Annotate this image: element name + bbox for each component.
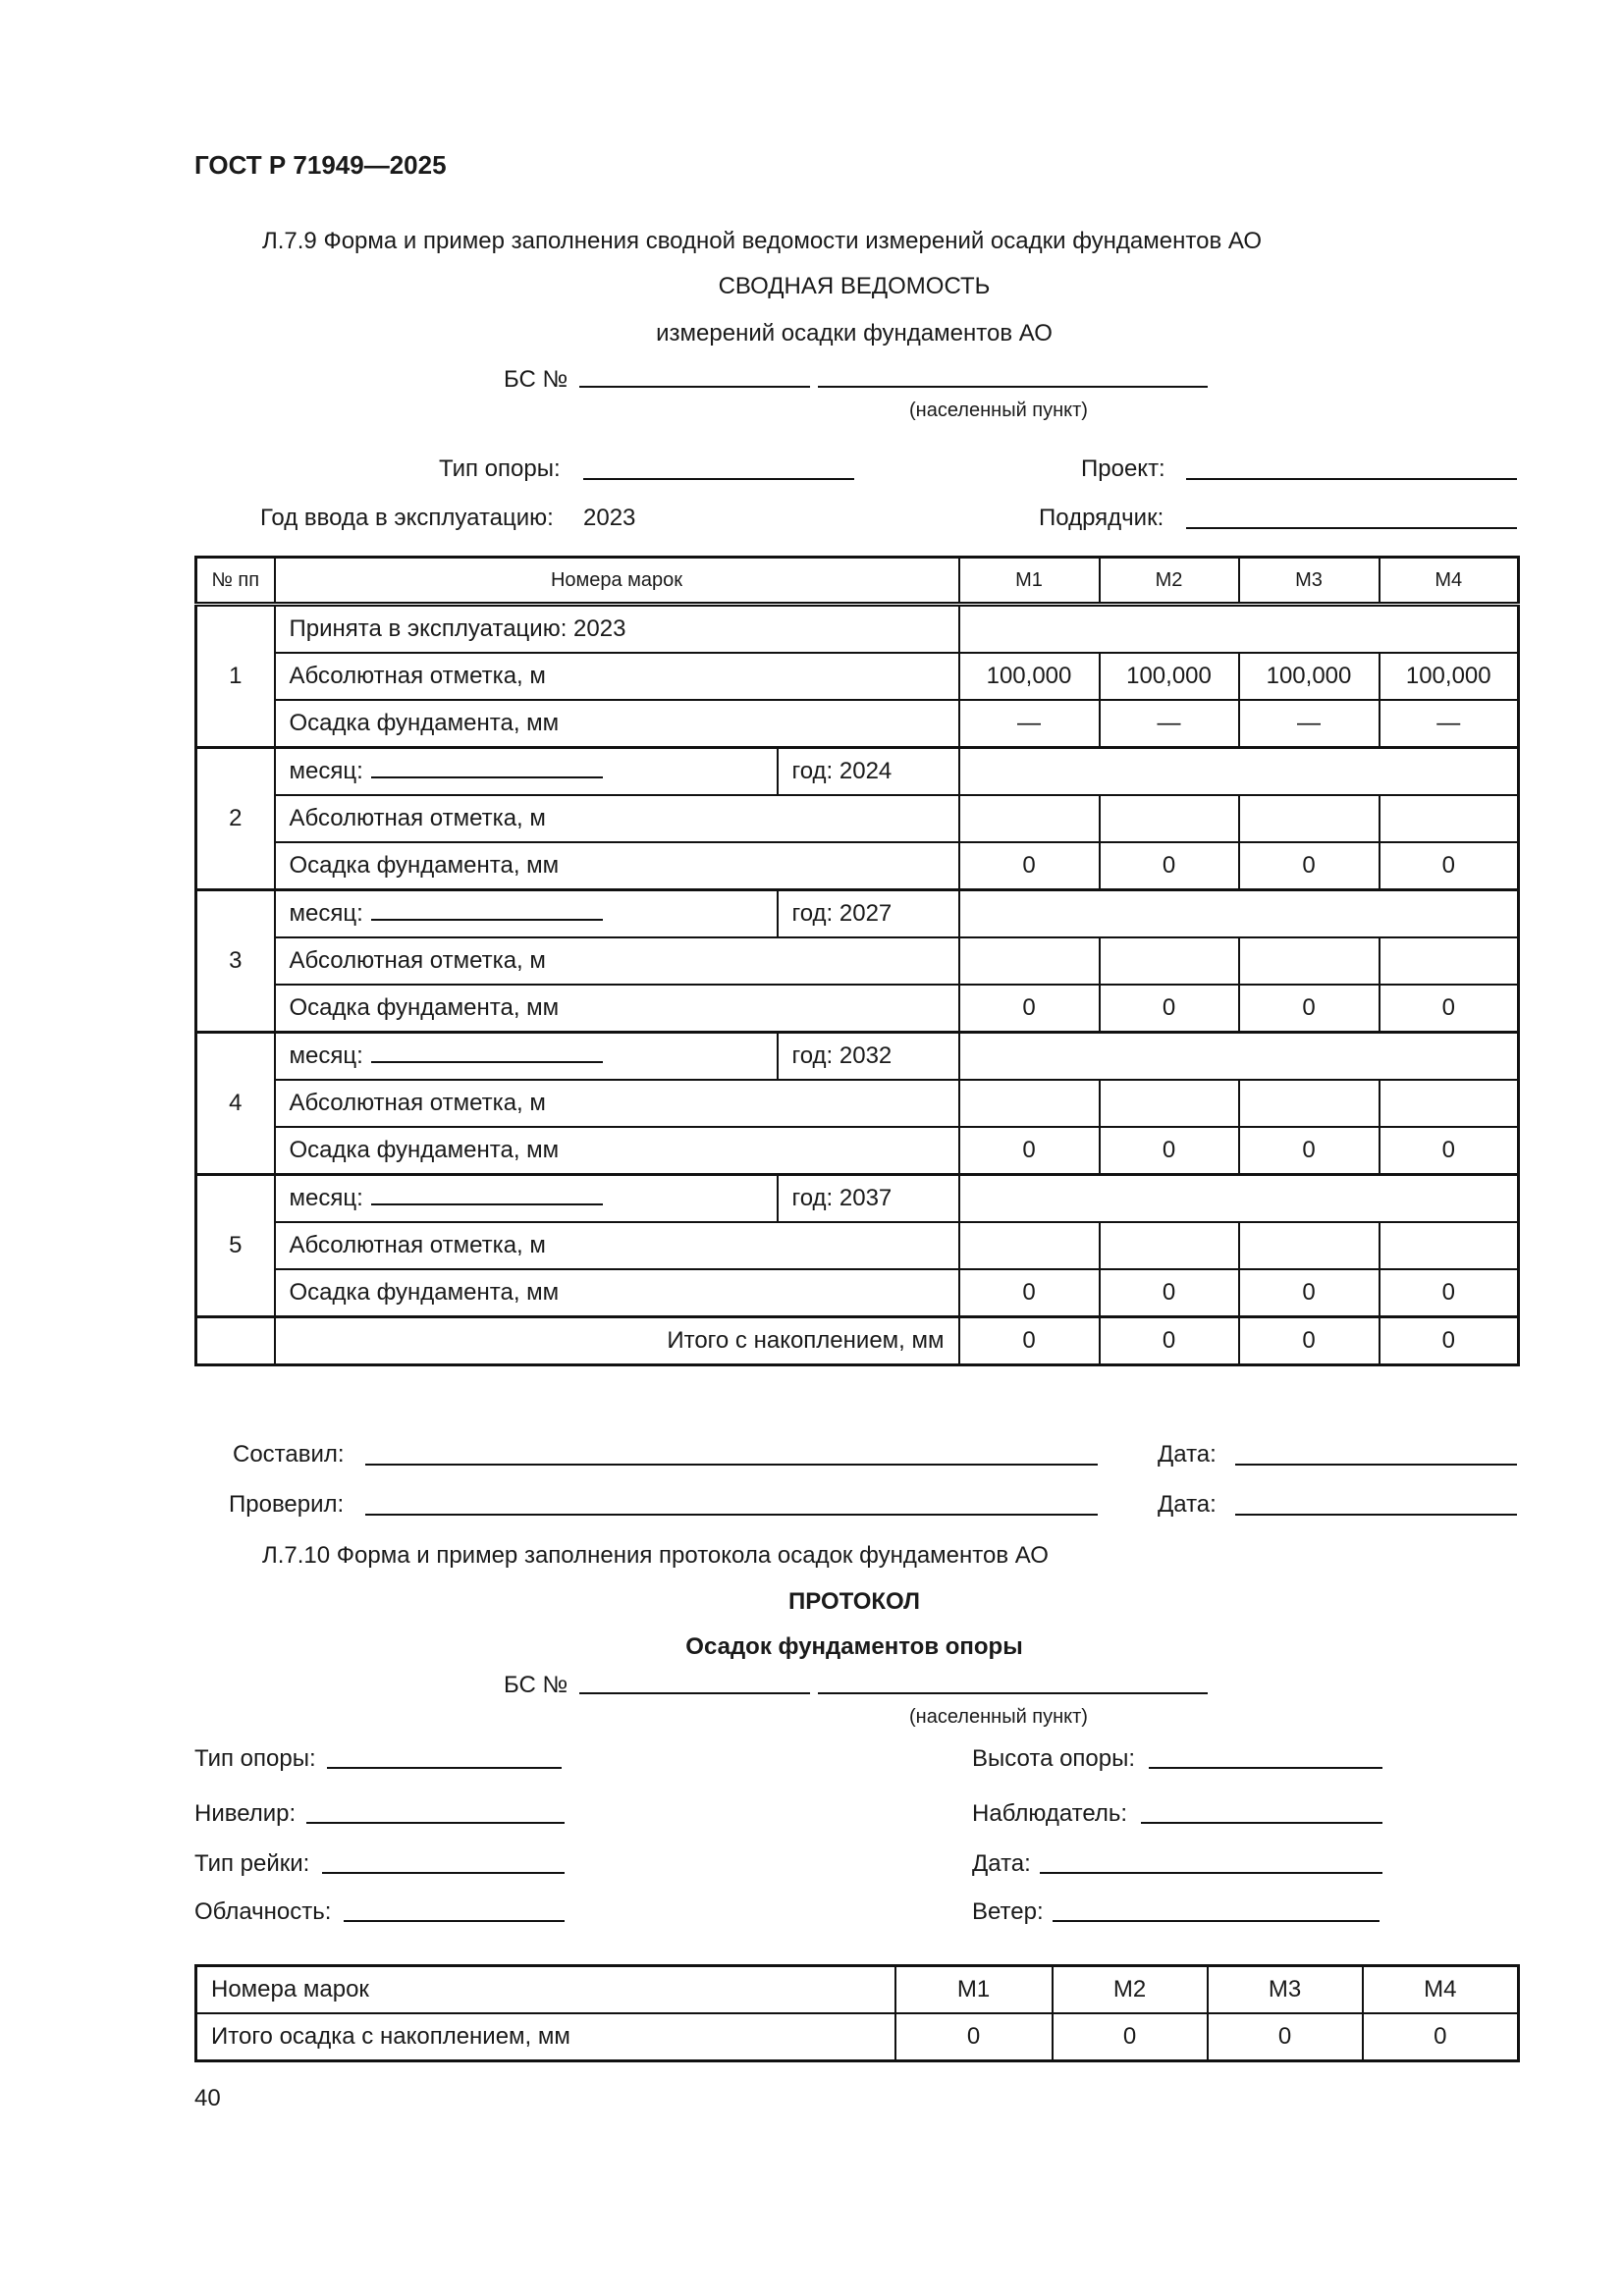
settle-value[interactable]: 0	[1239, 985, 1380, 1033]
col-num-header: № пп	[196, 558, 275, 605]
row-num: 5	[196, 1175, 275, 1317]
month-line[interactable]	[371, 1043, 603, 1063]
rod-line[interactable]	[322, 1872, 565, 1874]
row-num: 3	[196, 890, 275, 1033]
settle-value[interactable]: 0	[1100, 985, 1239, 1033]
col-m1-header: М1	[959, 558, 1100, 605]
locality-hint: (населенный пункт)	[909, 400, 1088, 421]
table-row	[196, 985, 1519, 1033]
table-row	[196, 842, 1519, 890]
year-label: Год ввода в эксплуатацию:	[260, 505, 554, 531]
project-label: Проект:	[1081, 455, 1165, 482]
bs-number-line[interactable]	[579, 386, 810, 388]
abs-value[interactable]	[959, 937, 1100, 985]
col-marks-header: Номера марок	[275, 558, 959, 605]
abs-value[interactable]: 100,000	[959, 653, 1100, 700]
table-row	[196, 653, 1519, 700]
section1-caption: Л.7.9 Форма и пример заполнения сводной ведомости измерений осадки фундаментов АО	[262, 228, 1263, 254]
row-num: 1	[196, 605, 275, 748]
section2-caption: Л.7.10 Форма и пример заполнения протокола осадок фундаментов АО	[262, 1542, 1049, 1569]
settle-value[interactable]: 0	[1380, 1269, 1519, 1317]
table-row	[196, 605, 1519, 654]
empty-cell	[959, 1175, 1519, 1223]
col-m1-header: М1	[895, 1966, 1053, 2014]
row-num: 2	[196, 748, 275, 890]
project-line[interactable]	[1186, 478, 1517, 480]
table-row	[196, 890, 1519, 938]
settle-label: Осадка фундамента, мм	[275, 985, 959, 1033]
abs-value[interactable]	[959, 1080, 1100, 1127]
accepted-cell: Принята в эксплуатацию: 2023	[275, 605, 959, 654]
section2-subtitle: Осадок фундаментов опоры	[685, 1633, 1023, 1660]
settle-value[interactable]: 0	[1239, 1127, 1380, 1175]
date-line[interactable]	[1235, 1514, 1517, 1516]
abs-value[interactable]: 100,000	[1380, 653, 1519, 700]
wind-line[interactable]	[1053, 1920, 1380, 1922]
settle-value[interactable]: 0	[1380, 985, 1519, 1033]
settle-label: Осадка фундамента, мм	[275, 700, 959, 748]
table-row	[196, 1127, 1519, 1175]
support-type-line[interactable]	[583, 478, 854, 480]
bs-number-line[interactable]	[579, 1692, 810, 1694]
month-line[interactable]	[371, 1186, 603, 1205]
empty-cell	[959, 890, 1519, 938]
total-value: 0	[1363, 2013, 1519, 2061]
table-header-row	[196, 1966, 1519, 2014]
abs-value[interactable]	[959, 1222, 1100, 1269]
total-value: 0	[1053, 2013, 1208, 2061]
abs-value[interactable]	[1380, 1080, 1519, 1127]
cloud-line[interactable]	[344, 1920, 565, 1922]
settle-value[interactable]: 0	[1380, 1127, 1519, 1175]
settle-value[interactable]: —	[1239, 700, 1380, 748]
empty-cell	[959, 605, 1519, 654]
section1-subtitle: измерений осадки фундаментов АО	[656, 320, 1053, 347]
abs-value[interactable]	[959, 795, 1100, 842]
col-m4-header: М4	[1363, 1966, 1519, 2014]
total-row	[196, 1317, 1519, 1365]
month-label: месяц:	[289, 758, 363, 784]
date-label: Дата:	[972, 1850, 1031, 1877]
abs-label: Абсолютная отметка, м	[275, 653, 959, 700]
section1-title: СВОДНАЯ ВЕДОМОСТЬ	[718, 273, 991, 299]
settle-value[interactable]: 0	[959, 1127, 1100, 1175]
support-type-line[interactable]	[327, 1767, 562, 1769]
cloud-label: Облачность:	[194, 1898, 332, 1925]
empty-cell	[959, 748, 1519, 796]
settle-value[interactable]: 0	[1239, 1269, 1380, 1317]
abs-value[interactable]	[1380, 1222, 1519, 1269]
col-m2-header: М2	[1100, 558, 1239, 605]
locality-line[interactable]	[818, 386, 1208, 388]
year-cell: год: 2024	[778, 748, 959, 796]
abs-value[interactable]	[1239, 795, 1380, 842]
contractor-label: Подрядчик:	[1039, 505, 1164, 531]
total-value: 0	[1100, 1317, 1239, 1365]
compiled-label: Составил:	[233, 1441, 345, 1468]
settle-value[interactable]: —	[1100, 700, 1239, 748]
month-cell[interactable]	[275, 890, 778, 938]
bs-label: БС №	[504, 366, 568, 393]
month-label: месяц:	[289, 1185, 363, 1211]
total-label: Итого осадка с накоплением, мм	[196, 2013, 895, 2061]
height-line[interactable]	[1149, 1767, 1382, 1769]
locality-hint: (населенный пункт)	[909, 1706, 1088, 1728]
abs-value[interactable]	[1100, 795, 1239, 842]
month-cell[interactable]	[275, 1175, 778, 1223]
abs-value[interactable]	[1100, 937, 1239, 985]
year-cell: год: 2032	[778, 1033, 959, 1081]
month-cell[interactable]	[275, 748, 778, 796]
abs-value[interactable]	[1239, 1080, 1380, 1127]
total-value: 0	[1380, 1317, 1519, 1365]
level-line[interactable]	[306, 1822, 565, 1824]
abs-value[interactable]: 100,000	[1239, 653, 1380, 700]
support-type-label: Тип опоры:	[439, 455, 561, 482]
settle-label: Осадка фундамента, мм	[275, 842, 959, 890]
wind-label: Ветер:	[972, 1898, 1044, 1925]
summary-table	[194, 556, 1520, 1366]
total-value: 0	[1208, 2013, 1363, 2061]
table-row	[196, 1269, 1519, 1317]
month-line[interactable]	[371, 759, 603, 778]
height-label: Высота опоры:	[972, 1745, 1136, 1772]
observer-label: Наблюдатель:	[972, 1800, 1128, 1827]
table-row	[196, 937, 1519, 985]
settle-value[interactable]: —	[1380, 700, 1519, 748]
abs-label: Абсолютная отметка, м	[275, 1080, 959, 1127]
year-cell: год: 2027	[778, 890, 959, 938]
date-line[interactable]	[1235, 1464, 1517, 1466]
total-value: 0	[1239, 1317, 1380, 1365]
section2-title: ПРОТОКОЛ	[788, 1588, 920, 1615]
table-row	[196, 795, 1519, 842]
total-row	[196, 2013, 1519, 2061]
settle-value[interactable]: 0	[1100, 1269, 1239, 1317]
standard-number: ГОСТ Р 71949—2025	[194, 150, 447, 180]
date-label: Дата:	[1158, 1441, 1217, 1468]
col-m3-header: М3	[1239, 558, 1380, 605]
abs-value[interactable]	[1100, 1080, 1239, 1127]
checked-line[interactable]	[365, 1514, 1098, 1516]
checked-label: Проверил:	[229, 1491, 345, 1518]
support-type-label: Тип опоры:	[194, 1745, 316, 1772]
settle-value[interactable]: 0	[959, 842, 1100, 890]
settle-value[interactable]: 0	[959, 1269, 1100, 1317]
settle-value[interactable]: 0	[1380, 842, 1519, 890]
settle-value[interactable]: 0	[1100, 842, 1239, 890]
settle-label: Осадка фундамента, мм	[275, 1269, 959, 1317]
table-row	[196, 1033, 1519, 1081]
settle-label: Осадка фундамента, мм	[275, 1127, 959, 1175]
empty-cell	[959, 1033, 1519, 1081]
empty-cell	[196, 1317, 275, 1365]
row-num: 4	[196, 1033, 275, 1175]
col-m2-header: М2	[1053, 1966, 1208, 2014]
col-m4-header: М4	[1380, 558, 1519, 605]
abs-value[interactable]: 100,000	[1100, 653, 1239, 700]
table-row	[196, 1175, 1519, 1223]
settle-value[interactable]: 0	[959, 985, 1100, 1033]
settle-value[interactable]: 0	[1100, 1127, 1239, 1175]
table-header-row	[196, 558, 1519, 605]
abs-value[interactable]	[1100, 1222, 1239, 1269]
observer-line[interactable]	[1141, 1822, 1382, 1824]
date-label: Дата:	[1158, 1491, 1217, 1518]
locality-line[interactable]	[818, 1692, 1208, 1694]
rod-label: Тип рейки:	[194, 1850, 310, 1877]
year-value: 2023	[583, 505, 636, 531]
page-number: 40	[194, 2085, 221, 2111]
protocol-table	[194, 1964, 1520, 2062]
total-label: Итого с накоплением, мм	[275, 1317, 959, 1365]
abs-label: Абсолютная отметка, м	[275, 795, 959, 842]
month-label: месяц:	[289, 900, 363, 927]
abs-label: Абсолютная отметка, м	[275, 937, 959, 985]
date-line[interactable]	[1040, 1872, 1382, 1874]
settle-value[interactable]: 0	[1239, 842, 1380, 890]
col-m3-header: М3	[1208, 1966, 1363, 2014]
bs-label: БС №	[504, 1672, 568, 1698]
table-row	[196, 1222, 1519, 1269]
total-value: 0	[895, 2013, 1053, 2061]
year-cell: год: 2037	[778, 1175, 959, 1223]
abs-label: Абсолютная отметка, м	[275, 1222, 959, 1269]
table-row	[196, 700, 1519, 748]
month-label: месяц:	[289, 1042, 363, 1069]
table-row	[196, 1080, 1519, 1127]
compiled-line[interactable]	[365, 1464, 1098, 1466]
abs-value[interactable]	[1380, 937, 1519, 985]
level-label: Нивелир:	[194, 1800, 297, 1827]
abs-value[interactable]	[1380, 795, 1519, 842]
marks-label: Номера марок	[196, 1966, 895, 2014]
abs-value[interactable]	[1239, 1222, 1380, 1269]
contractor-line[interactable]	[1186, 527, 1517, 529]
month-line[interactable]	[371, 901, 603, 921]
abs-value[interactable]	[1239, 937, 1380, 985]
total-value: 0	[959, 1317, 1100, 1365]
month-cell[interactable]	[275, 1033, 778, 1081]
settle-value[interactable]: —	[959, 700, 1100, 748]
table-row	[196, 748, 1519, 796]
